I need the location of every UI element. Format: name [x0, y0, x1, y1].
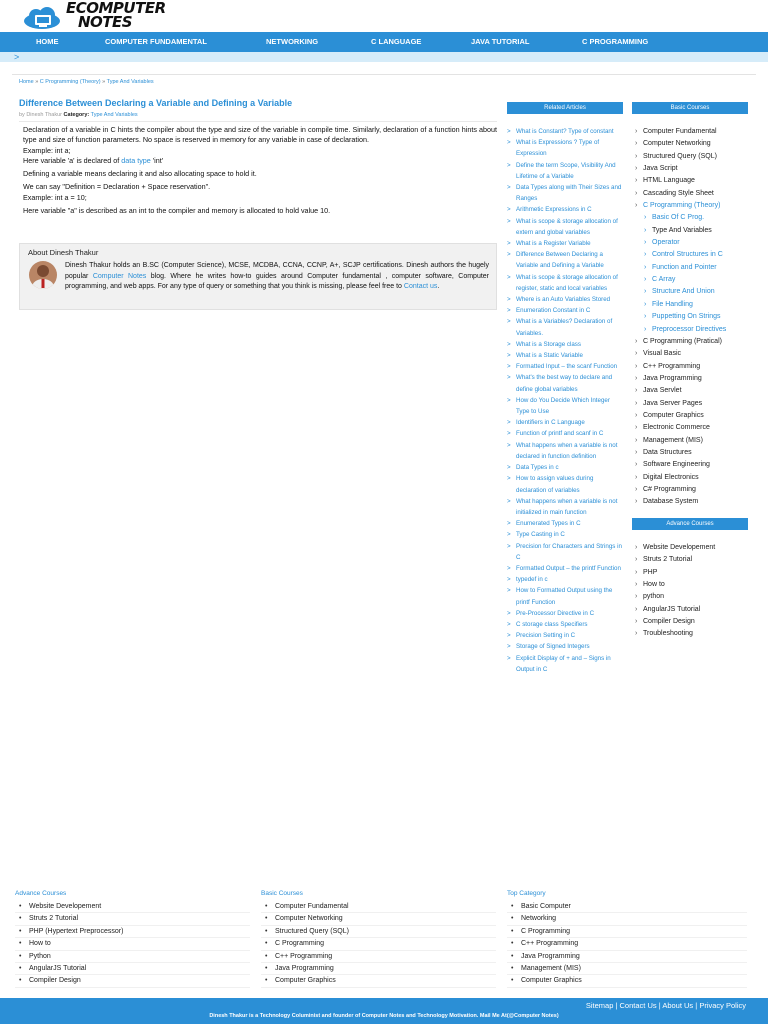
- footer-advance-link[interactable]: • Python: [15, 951, 250, 963]
- article-text: 'int': [150, 155, 164, 165]
- footer-advance-link[interactable]: • Compiler Design: [15, 975, 250, 987]
- footer-basic-link[interactable]: • Computer Graphics: [261, 975, 496, 987]
- main-nav: [0, 32, 768, 52]
- basic-course-link[interactable]: › Digital Electronics: [633, 472, 758, 484]
- basic-course-link[interactable]: › Java Servlet: [633, 385, 758, 397]
- basic-course-link[interactable]: › Operator: [633, 237, 758, 249]
- footer-top-link[interactable]: • Computer Graphics: [507, 975, 747, 987]
- basic-course-link[interactable]: › Visual Basic: [633, 348, 758, 360]
- logo-line-2: NOTES: [78, 13, 133, 31]
- related-article-link[interactable]: > Define the term Scope, Visibility And Lifetime of a Variable: [507, 160, 623, 182]
- related-article-link[interactable]: > What is Constant? Type of constant: [507, 126, 623, 137]
- basic-course-link[interactable]: › Java Programming: [633, 373, 758, 385]
- related-article-link[interactable]: > Enumeration Constant in C: [507, 305, 623, 316]
- basic-course-link[interactable]: › Preprocessor Directives: [633, 324, 758, 336]
- sub-nav-arrow-icon[interactable]: >: [14, 52, 20, 62]
- basic-course-link[interactable]: › Function and Pointer: [633, 262, 758, 274]
- footer-advance-list: [15, 901, 250, 988]
- basic-course-link[interactable]: › C# Programming: [633, 484, 758, 496]
- related-article-link[interactable]: > How to assign values during declaration of variables: [507, 473, 623, 495]
- category-link[interactable]: Type And Variables: [90, 112, 138, 118]
- basic-course-link[interactable]: › Database System: [633, 496, 758, 508]
- footer-advance-heading: Advance Courses: [15, 890, 67, 897]
- article-text: Here variable 'a' is declared of: [23, 155, 122, 165]
- basic-course-link[interactable]: › C Programming (Pratical): [633, 336, 758, 348]
- advance-course-link[interactable]: › PHP: [633, 567, 758, 579]
- footer-top-list: [507, 901, 747, 988]
- article-paragraph: Example: int a;: [23, 145, 71, 155]
- site-logo-text[interactable]: [66, 1, 166, 29]
- computer-notes-link[interactable]: Computer Notes: [92, 272, 147, 280]
- basic-course-link[interactable]: › C Array: [633, 274, 758, 286]
- footer-link-sep: |: [693, 1001, 700, 1010]
- related-article-link[interactable]: > What's the best way to declare and define global variables: [507, 372, 623, 394]
- article-paragraph: Here variable "a" is described as an int to the compiler and memory is allocated to hold value 10.: [23, 206, 331, 216]
- basic-course-link[interactable]: › Puppetting On Strings: [633, 311, 758, 323]
- page-title: Difference Between Declaring a Variable and Defining a Variable: [19, 98, 293, 108]
- related-article-link[interactable]: > Data Types along with Their Sizes and Ranges: [507, 182, 623, 204]
- related-article-link[interactable]: > What is Expressions ? Type of Expression: [507, 137, 623, 159]
- basic-course-link[interactable]: › Computer Networking: [633, 138, 758, 150]
- footer-advance-link[interactable]: • AngularJS Tutorial: [15, 963, 250, 975]
- footer-basic-link[interactable]: • Structured Query (SQL): [261, 926, 496, 938]
- category-label: Category:: [63, 112, 90, 118]
- basic-course-link[interactable]: › Basic Of C Prog.: [633, 212, 758, 224]
- footer-bar: [0, 998, 768, 1024]
- advance-course-link[interactable]: › Troubleshooting: [633, 628, 758, 640]
- logo-line-1: ECOMPUTER: [66, 0, 166, 17]
- footer-note: Dinesh Thakur is a Technology Columinist and founder of Computer Notes and Technology Motivation. Mail Me At(@Computer Notes): [209, 1013, 559, 1019]
- footer-basic-list: [261, 901, 496, 988]
- related-article-link[interactable]: > Difference Between Declaring a Variable and Defining a Variable: [507, 249, 623, 271]
- related-article-link[interactable]: > Enumerated Types in C: [507, 518, 623, 529]
- article-paragraph: We can say "Definition = Declaration + Space reservation".: [23, 182, 211, 192]
- related-article-link[interactable]: > What is a Variables? Declaration of Variables.: [507, 316, 623, 338]
- related-article-link[interactable]: > What is scope & storage allocation of extern and global variables: [507, 216, 623, 238]
- related-article-link[interactable]: > Precision for Characters and Strings in C: [507, 541, 623, 563]
- related-article-link[interactable]: > Type Casting in C: [507, 529, 623, 540]
- nav-c-language[interactable]: C LANGUAGE: [371, 37, 422, 46]
- article-byline: [19, 112, 138, 118]
- related-article-link[interactable]: > How do You Decide Which Integer Type to Use: [507, 395, 623, 417]
- related-article-link[interactable]: > Identifiers in C Language: [507, 417, 623, 428]
- related-article-link[interactable]: > Arithmetic Expressions in C: [507, 204, 623, 215]
- footer-basic-link[interactable]: • C++ Programming: [261, 951, 496, 963]
- related-article-link[interactable]: > Explicit Display of + and – Signs in Output in C: [507, 653, 623, 675]
- footer-basic-heading: Basic Courses: [261, 890, 303, 897]
- basic-course-link[interactable]: › Structure And Union: [633, 286, 758, 298]
- divider: [19, 121, 497, 122]
- related-article-link[interactable]: > Precision Setting in C: [507, 630, 623, 641]
- basic-course-link[interactable]: › HTML Language: [633, 175, 758, 187]
- author-heading: About Dinesh Thakur: [28, 248, 99, 257]
- basic-course-link[interactable]: › Structured Query (SQL): [633, 151, 758, 163]
- related-article-link[interactable]: > Formatted Input – the scanf Function: [507, 361, 623, 372]
- data-type-link[interactable]: data type: [121, 155, 151, 165]
- related-article-link[interactable]: > Where is an Auto Variables Stored: [507, 294, 623, 305]
- footer-link-contact-us[interactable]: Contact Us: [619, 1001, 657, 1010]
- article-paragraph: Declaration of a variable in C hints the compiler about the type and size of the variable in compile time. Similarly, declaration of a function hints about type and size of function parameters. No space is reserved in memory for any variable in case of declaration.: [23, 125, 497, 145]
- sub-nav-strip: [0, 52, 768, 62]
- related-article-link[interactable]: > Data Types in c: [507, 462, 623, 473]
- basic-courses-heading: Basic Courses: [632, 102, 748, 114]
- footer-link-sep: |: [613, 1001, 620, 1010]
- author-bio-text: Dinesh Thakur holds an B.SC (Computer Science), MCSE, MCDBA, CCNA, CCNP, A+, SCJP certifications. Dinesh authors the hugely popular: [65, 262, 489, 280]
- nav-networking[interactable]: NETWORKING: [266, 37, 319, 46]
- related-article-link[interactable]: > Pre-Processor Directive in C: [507, 608, 623, 619]
- basic-course-link[interactable]: › Java Server Pages: [633, 398, 758, 410]
- footer-advance-link[interactable]: • Website Developement: [15, 901, 250, 913]
- advance-courses-heading: Advance Courses: [632, 518, 748, 530]
- contact-us-link[interactable]: Contact us: [403, 283, 438, 290]
- footer-top-link[interactable]: • Networking: [507, 913, 747, 925]
- advance-course-link[interactable]: › Struts 2 Tutorial: [633, 554, 758, 566]
- footer-top-heading: Top Category: [507, 890, 546, 897]
- breadcrumb-c-programming[interactable]: C Programming (Theory): [39, 79, 101, 85]
- author-bio-text: blog. Where he writes how-to guides around Computer fundamental , computer software, Computer programming, and web apps. For any type of query or something that you think is missing, please feel free to: [65, 272, 490, 290]
- article-paragraph: Example: int a = 10;: [23, 192, 87, 202]
- related-article-link[interactable]: > How to Formatted Output using the printf Function: [507, 585, 623, 607]
- footer-basic-link[interactable]: • Computer Fundamental: [261, 901, 496, 913]
- nav-computer-fundamental[interactable]: COMPUTER FUNDAMENTAL: [105, 37, 207, 46]
- basic-course-link[interactable]: › Electronic Commerce: [633, 422, 758, 434]
- basic-course-link[interactable]: › Java Script: [633, 163, 758, 175]
- nav-home[interactable]: HOME: [36, 37, 59, 46]
- byline-author: by Dinesh Thakur: [19, 112, 63, 118]
- related-article-link[interactable]: > What is a Storage class: [507, 339, 623, 350]
- footer-link-sep: |: [656, 1001, 663, 1010]
- footer-advance-link[interactable]: • PHP (Hypertext Preprocessor): [15, 926, 250, 938]
- footer-top-link[interactable]: • C++ Programming: [507, 938, 747, 950]
- basic-course-link[interactable]: › Computer Fundamental: [633, 126, 758, 138]
- basic-course-link[interactable]: › Control Structures in C: [633, 249, 758, 261]
- author-bio: [29, 261, 489, 293]
- related-article-link[interactable]: > What is scope & storage allocation of register, static and local variables: [507, 272, 623, 294]
- article-paragraph: [23, 156, 497, 166]
- related-article-link[interactable]: > What happens when a variable is not declared in function definition: [507, 440, 623, 462]
- related-articles-heading: Related Articles: [507, 102, 623, 114]
- related-article-link[interactable]: > typedef in c: [507, 574, 623, 585]
- breadcrumb-home[interactable]: Home: [19, 79, 34, 85]
- advance-course-link[interactable]: › How to: [633, 579, 758, 591]
- advance-course-link[interactable]: › Compiler Design: [633, 616, 758, 628]
- related-article-link[interactable]: > What happens when a variable is not initialized in main function: [507, 496, 623, 518]
- footer-top-link[interactable]: • Basic Computer: [507, 901, 747, 913]
- basic-course-link[interactable]: › Type And Variables: [633, 225, 758, 237]
- basic-course-link[interactable]: › Software Engineering: [633, 459, 758, 471]
- basic-course-link[interactable]: › Cascading Style Sheet: [633, 188, 758, 200]
- footer-basic-link[interactable]: • Computer Networking: [261, 913, 496, 925]
- basic-course-link[interactable]: › C Programming (Theory): [633, 200, 758, 212]
- footer-basic-link[interactable]: • Java Programming: [261, 963, 496, 975]
- footer-basic-link[interactable]: • C Programming: [261, 938, 496, 950]
- advance-course-link[interactable]: › AngularJS Tutorial: [633, 604, 758, 616]
- advance-course-link[interactable]: › Website Developement: [633, 542, 758, 554]
- footer-advance-link[interactable]: • Struts 2 Tutorial: [15, 913, 250, 925]
- basic-course-link[interactable]: › File Handling: [633, 299, 758, 311]
- advance-courses-list: [633, 542, 758, 641]
- breadcrumb-sep: »: [35, 79, 39, 85]
- article-body: [23, 125, 497, 216]
- author-box: [19, 243, 497, 310]
- basic-course-link[interactable]: › C++ Programming: [633, 361, 758, 373]
- footer-link-privacy-policy[interactable]: Privacy Policy: [699, 1001, 746, 1010]
- related-article-link[interactable]: > What is a Register Variable: [507, 238, 623, 249]
- footer-advance-link[interactable]: • How to: [15, 938, 250, 950]
- breadcrumb: [19, 79, 154, 85]
- cloud-computer-logo-icon[interactable]: [22, 6, 66, 30]
- footer-links: [586, 1001, 746, 1010]
- footer-top-link[interactable]: • Java Programming: [507, 951, 747, 963]
- divider: [12, 74, 756, 75]
- article-paragraph: Defining a variable means declaring it and also allocating space to hold it.: [23, 169, 257, 179]
- footer-link-sitemap[interactable]: Sitemap: [585, 1001, 614, 1010]
- nav-java-tutorial[interactable]: JAVA TUTORIAL: [471, 37, 530, 46]
- related-article-link[interactable]: > C storage class Specifiers: [507, 619, 623, 630]
- footer-top-link[interactable]: • C Programming: [507, 926, 747, 938]
- related-article-link[interactable]: > Formatted Output – the printf Function: [507, 563, 623, 574]
- basic-course-link[interactable]: › Management (MIS): [633, 435, 758, 447]
- advance-course-link[interactable]: › python: [633, 591, 758, 603]
- breadcrumb-sep: »: [102, 79, 106, 85]
- related-article-link[interactable]: > Function of printf and scanf in C: [507, 428, 623, 439]
- site-header: [0, 0, 768, 32]
- basic-courses-list: [633, 126, 758, 509]
- author-bio-text: .: [437, 283, 440, 290]
- related-article-link[interactable]: > Storage of Signed Integers: [507, 641, 623, 652]
- nav-c-programming[interactable]: C PROGRAMMING: [582, 37, 649, 46]
- basic-course-link[interactable]: › Computer Graphics: [633, 410, 758, 422]
- basic-course-link[interactable]: › Data Structures: [633, 447, 758, 459]
- footer-top-link[interactable]: • Management (MIS): [507, 963, 747, 975]
- breadcrumb-type-and-variables[interactable]: Type And Variables: [106, 79, 154, 85]
- related-article-link[interactable]: > What is a Static Variable: [507, 350, 623, 361]
- footer-link-about-us[interactable]: About Us: [662, 1001, 694, 1010]
- related-articles-list: [507, 126, 623, 675]
